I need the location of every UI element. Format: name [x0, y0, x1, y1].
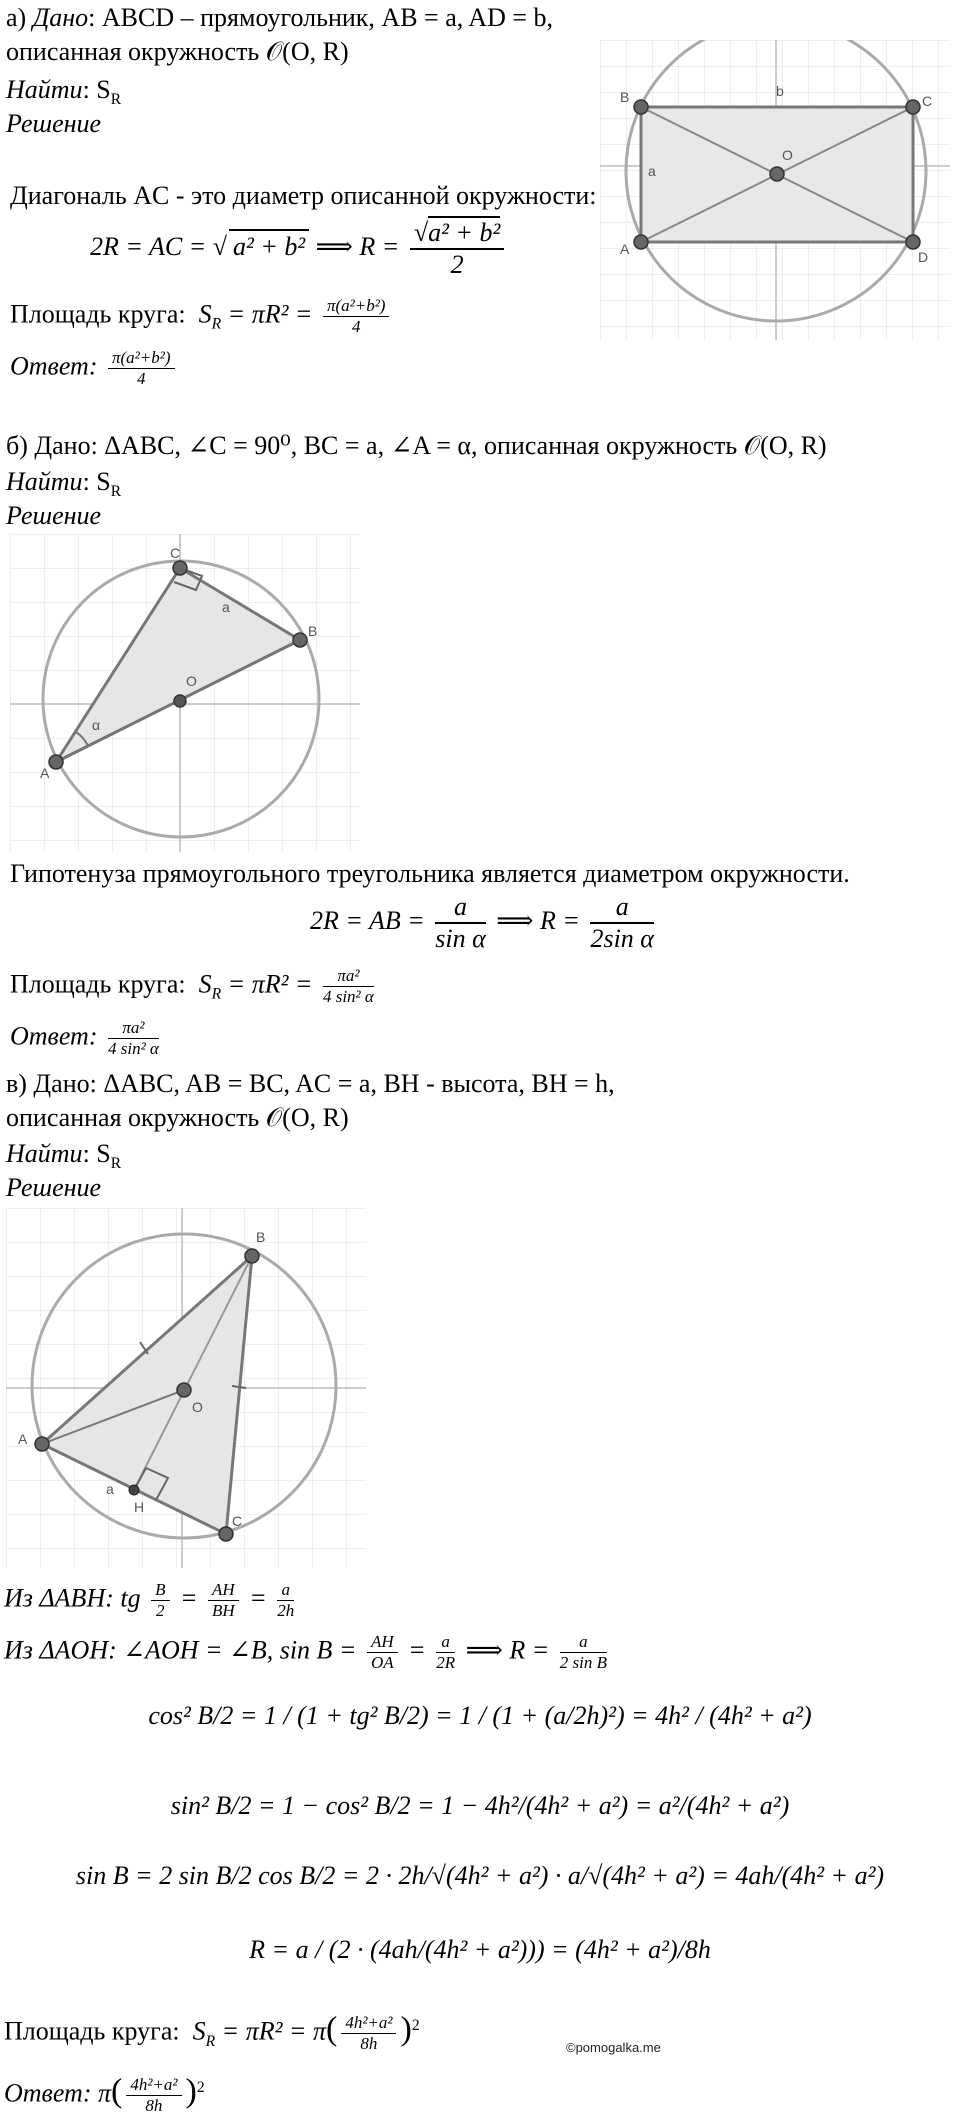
label-o: O	[782, 147, 793, 163]
part-a-solution-label: Решение	[6, 109, 102, 138]
label-c: C	[170, 545, 181, 561]
label-b: B	[256, 1229, 266, 1245]
part-b-solution-label: Решение	[6, 501, 102, 530]
part-b-find: Найти: $S_R$	[6, 467, 122, 501]
point-b	[293, 633, 307, 647]
part-c-solution-label: Решение	[6, 1173, 102, 1202]
label-side-a: a	[106, 1481, 114, 1497]
part-b-figure	[10, 534, 360, 852]
label-o: O	[192, 1399, 203, 1415]
point-o	[770, 167, 784, 181]
part-a-area: Площадь круга: $S_R = \pi R^2$ = $\frac{\text{π(a²+b²)}}{4}$	[10, 296, 393, 341]
part-a-given: а) Дано: ABCD – прямоугольник, AB = a, AD = b,	[6, 3, 554, 32]
point-c	[906, 100, 920, 114]
part-c-figure	[6, 1208, 366, 1568]
label-b: B	[620, 89, 630, 105]
label-a: A	[40, 765, 50, 781]
point-c	[219, 1527, 233, 1541]
part-c-from-abh: Из ΔABH: tg $\frac{B}{2}$ = $\frac{AH}{BH}$ = $\frac{a}{2h}$	[4, 1580, 295, 1620]
label-side-b: b	[776, 83, 784, 99]
point-o	[174, 695, 186, 707]
label-d: D	[918, 249, 929, 265]
part-a-answer: Ответ: $\frac{\text{π(a²+b²)}}{4}$	[10, 348, 179, 389]
part-c-cos-line: cos² B/2 = 1 / (1 + tg² B/2) = 1 / (1 + (a/2h)²) = 4h² / (4h² + a²)	[148, 1701, 812, 1730]
part-c-find: Найти: $S_R$	[6, 1139, 122, 1173]
part-c-given: в) Дано: ΔABC, AB = BC, AC = a, BH - высота, BH = h,	[6, 1069, 615, 1098]
part-b-area: Площадь круга: $S_R = \pi R^2$ = $\frac{\text{πa²}}{\text{4 sin² α}}$	[10, 966, 374, 1006]
part-a-given-line2: описанная окружность 𝒪(O, R)	[6, 37, 349, 66]
part-b-given: б) Дано: ΔABC, ∠C = 90⁰, BC = a, ∠A = α, описанная окружность 𝒪(O, R)	[6, 431, 827, 460]
label-b: B	[308, 623, 318, 639]
label-side-a: a	[648, 163, 656, 179]
label-c: C	[922, 93, 933, 109]
part-c-r-line: R = a / (2 · (4ah/(4h² + a²))) = (4h² + a²)/8h	[249, 1935, 711, 1964]
label-a: A	[620, 241, 630, 257]
part-c-answer: Ответ: π( $\frac{\text{4h²+a²}}{8h}$ )$^2$	[4, 2072, 205, 2116]
point-a	[35, 1437, 49, 1451]
part-b-equation: 2R = AB = $\frac{a}{\text{sin α}}$ ⟹ R = $\frac{a}{\text{2sin α}}$	[310, 892, 654, 953]
label-side-a: a	[222, 599, 230, 615]
label-o: O	[186, 673, 197, 689]
part-a-r-fraction: $\frac{\text{√a² + b²}}{2}$	[410, 218, 504, 280]
point-a	[634, 235, 648, 249]
point-b	[634, 100, 648, 114]
part-a-figure	[600, 40, 950, 340]
part-b-answer: Ответ: $\frac{\text{πa²}}{\text{4 sin² α}}$	[10, 1018, 159, 1058]
label-alpha: α	[92, 717, 101, 733]
point-c	[173, 561, 187, 575]
part-a-equation: 2R = AC = √ a² + b² ⟹ R = $\frac{\text{√a² + b²}}{2}$	[90, 218, 508, 280]
point-o	[177, 1383, 191, 1397]
label-a: A	[18, 1431, 28, 1447]
point-a	[49, 755, 63, 769]
point-h	[129, 1485, 139, 1495]
point-b	[245, 1249, 259, 1263]
part-a-find: Найти: $S_R$	[6, 75, 122, 109]
part-c-given-line2: описанная окружность 𝒪(O, R)	[6, 1103, 349, 1132]
point-d	[906, 235, 920, 249]
part-c-sinb-line: sin B = 2 sin B/2 cos B/2 = 2 · 2h/√(4h² + a²) · a/√(4h² + a²) = 4ah/(4h² + a²)	[75, 1861, 885, 1890]
label-c: C	[232, 1513, 243, 1529]
part-a-statement: Диагональ AC - это диаметр описанной окружности:	[10, 181, 597, 210]
part-c-sin-line: sin² B/2 = 1 − cos² B/2 = 1 − 4h²/(4h² + a²) = a²/(4h² + a²)	[170, 1791, 790, 1820]
part-c-area: Площадь круга: $S_R = \pi R^2 = \pi$( $\frac{\text{4h²+a²}}{8h}$ )$^2$	[4, 2010, 420, 2054]
watermark: ©pomogalka.me	[566, 2040, 661, 2055]
part-b-statement: Гипотенуза прямоугольного треугольника является диаметром окружности.	[10, 859, 850, 888]
label-h: H	[134, 1499, 145, 1515]
part-c-from-aoh: Из ΔAOH: ∠AOH = ∠B, sin B = $\frac{AH}{OA}$ = $\frac{a}{2R}$ ⟹ R = $\frac{a}{\text{2 sin B}}$	[4, 1632, 608, 1672]
